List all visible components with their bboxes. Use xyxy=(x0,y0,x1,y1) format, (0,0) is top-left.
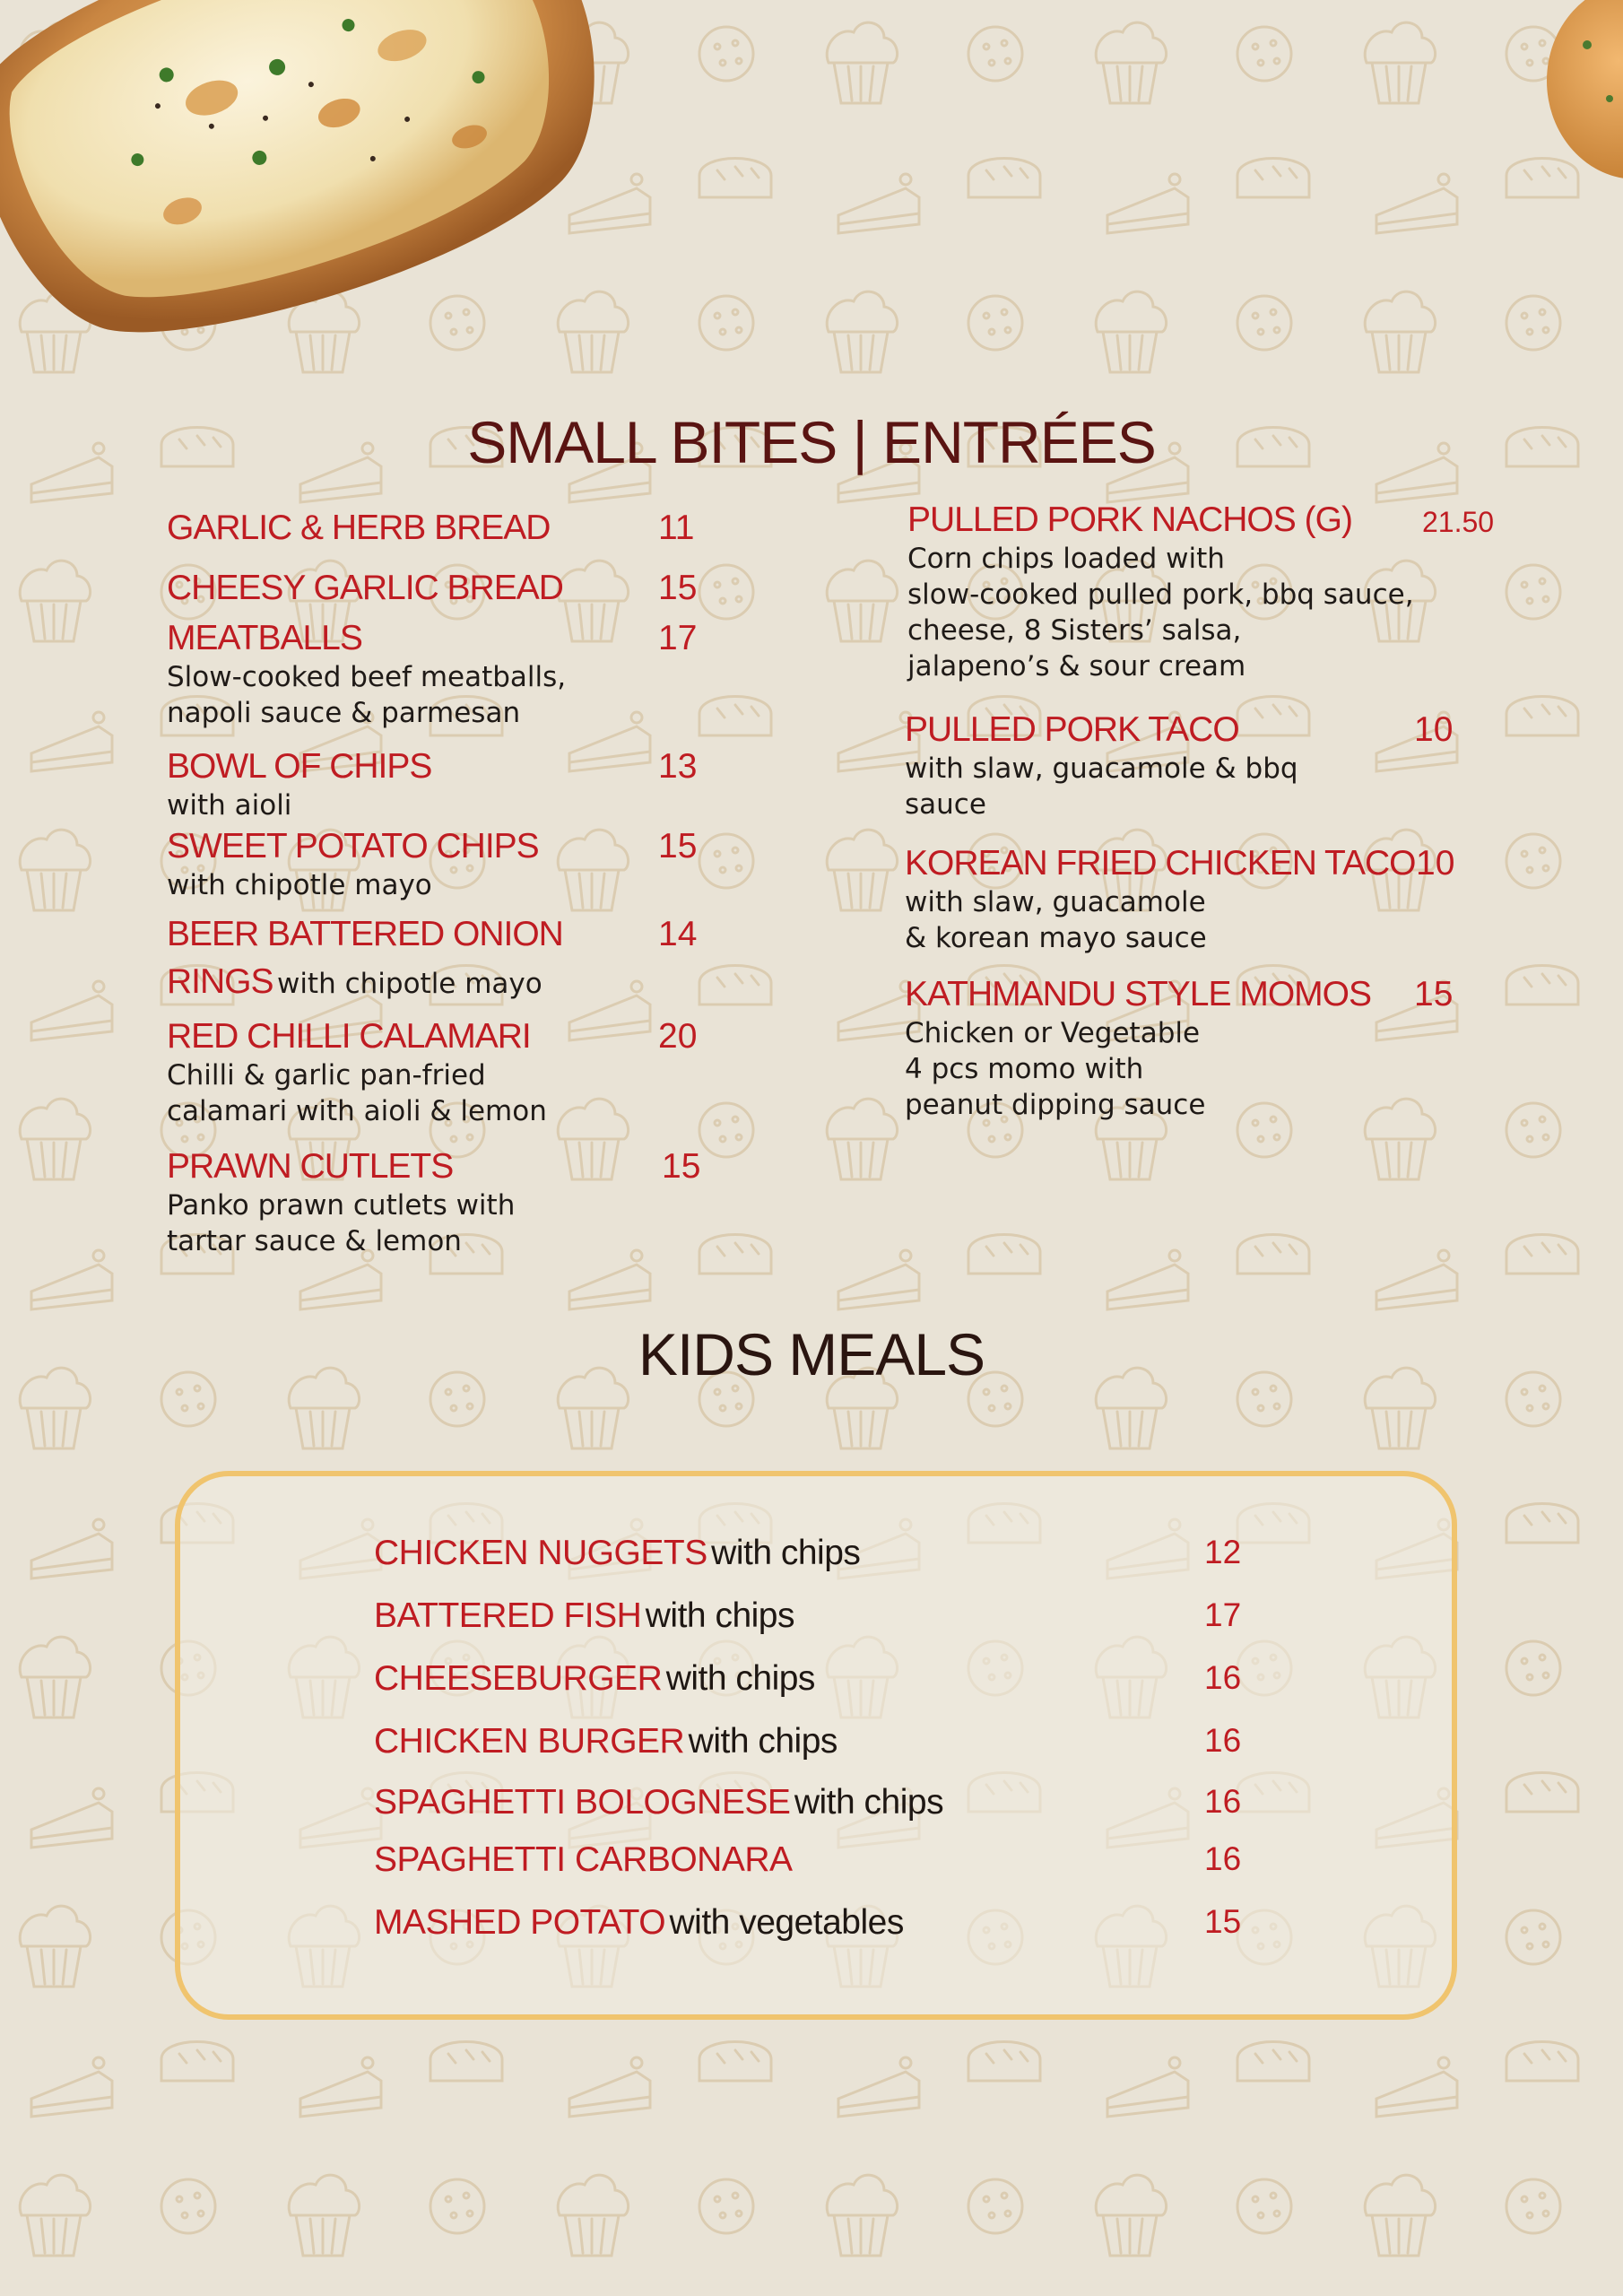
cheesy-garlic-bread-image xyxy=(0,0,646,386)
item-name: KOREAN FRIED CHICKEN TACO xyxy=(905,844,1416,883)
item-price: 15 xyxy=(1204,1903,1242,1940)
item-price: 20 xyxy=(658,1017,698,1056)
item-description: with slaw, guacamole & bbq xyxy=(905,752,1298,785)
item-name: MASHED POTATO xyxy=(374,1903,666,1942)
menu-item xyxy=(167,915,698,1003)
item-price: 21.50 xyxy=(1422,506,1495,538)
menu-item xyxy=(905,710,1454,822)
item-name: BEER BATTERED ONION xyxy=(167,915,563,953)
item-name: GARLIC & HERB BREAD xyxy=(167,509,551,547)
item-price: 17 xyxy=(1204,1596,1242,1633)
item-name: CHICKEN NUGGETS xyxy=(374,1534,707,1572)
kids-meal-item xyxy=(374,1903,904,1943)
item-price: 15 xyxy=(658,569,698,607)
item-description: slow-cooked pulled pork, bbq sauce, xyxy=(907,578,1414,611)
kids-meal-item xyxy=(374,1596,794,1636)
item-description: calamari with aioli & lemon xyxy=(167,1094,547,1127)
item-description: tartar sauce & lemon xyxy=(167,1224,462,1257)
item-name: SWEET POTATO CHIPS xyxy=(167,827,539,865)
item-name-continuation xyxy=(167,962,563,1003)
menu-item xyxy=(167,509,695,549)
item-name: CHEESEBURGER xyxy=(374,1659,663,1698)
item-name: SPAGHETTI BOLOGNESE xyxy=(374,1783,791,1822)
item-description: sauce xyxy=(905,787,986,821)
kids-meal-item xyxy=(374,1722,838,1761)
item-description: with chipotle mayo xyxy=(167,868,432,901)
item-description: Panko prawn cutlets with xyxy=(167,1188,516,1222)
item-price: 16 xyxy=(1204,1840,1242,1877)
menu-item xyxy=(907,500,1495,684)
menu-item xyxy=(167,569,698,609)
item-name: RINGS xyxy=(167,961,273,1001)
item-description: 4 pcs momo with xyxy=(905,1052,1144,1085)
item-description: Chilli & garlic pan-fried xyxy=(167,1058,486,1091)
kids-meal-item xyxy=(374,1783,943,1822)
item-price: 14 xyxy=(658,915,698,953)
item-description: jalapeno’s & sour cream xyxy=(907,649,1246,683)
item-name: PULLED PORK NACHOS (G) xyxy=(907,500,1352,539)
item-price: 17 xyxy=(658,619,698,657)
item-price: 15 xyxy=(1414,975,1454,1013)
item-name: SPAGHETTI CARBONARA xyxy=(374,1840,793,1879)
item-price: 10 xyxy=(1414,710,1454,749)
item-description: with chips xyxy=(688,1722,838,1761)
item-description: peanut dipping sauce xyxy=(905,1088,1206,1121)
item-price: 15 xyxy=(662,1147,701,1186)
item-price: 13 xyxy=(658,747,698,786)
item-description: with chips xyxy=(794,1783,944,1822)
item-description: & korean mayo sauce xyxy=(905,921,1207,954)
item-price: 15 xyxy=(658,827,698,865)
item-description: with chips xyxy=(711,1534,861,1572)
kids-meal-item xyxy=(374,1659,815,1699)
item-description: with chips xyxy=(665,1659,815,1698)
item-name: RED CHILLI CALAMARI xyxy=(167,1017,531,1056)
item-name: CHEESY GARLIC BREAD xyxy=(167,569,563,607)
item-description: with slaw, guacamole xyxy=(905,885,1206,918)
kids-meal-item xyxy=(374,1534,860,1573)
item-name: MEATBALLS xyxy=(167,619,362,657)
item-price: 11 xyxy=(658,509,695,547)
item-description: with chipotle mayo xyxy=(276,967,542,1000)
menu-item xyxy=(167,1147,701,1259)
kids-meals-title: KIDS MEALS xyxy=(638,1321,985,1387)
menu-item xyxy=(167,1017,698,1129)
item-price: 16 xyxy=(1204,1659,1242,1696)
bread-roll-image xyxy=(1538,0,1623,197)
item-description: with chips xyxy=(645,1596,794,1635)
item-description: napoli sauce & parmesan xyxy=(167,696,521,729)
item-name: PULLED PORK TACO xyxy=(905,710,1239,749)
item-price: 10 xyxy=(1416,844,1455,883)
item-description: Corn chips loaded with xyxy=(907,542,1225,575)
item-name: PRAWN CUTLETS xyxy=(167,1147,454,1186)
menu-item xyxy=(905,844,1455,956)
menu-item xyxy=(167,827,698,903)
item-name: BATTERED FISH xyxy=(374,1596,642,1635)
item-description: with vegetables xyxy=(669,1903,904,1942)
item-price: 16 xyxy=(1204,1783,1242,1820)
item-price: 12 xyxy=(1204,1534,1242,1570)
item-name: CHICKEN BURGER xyxy=(374,1722,685,1761)
item-description: Slow-cooked beef meatballs, xyxy=(167,660,567,693)
item-description: with aioli xyxy=(167,788,292,822)
item-price: 16 xyxy=(1204,1722,1242,1759)
menu-item xyxy=(167,619,698,731)
kids-meal-item xyxy=(374,1840,793,1880)
menu-item xyxy=(905,975,1454,1123)
item-name: BOWL OF CHIPS xyxy=(167,747,432,786)
item-description: Chicken or Vegetable xyxy=(905,1016,1201,1049)
item-description: cheese, 8 Sisters’ salsa, xyxy=(907,613,1242,647)
small-bites-title: SMALL BITES | ENTRÉES xyxy=(467,409,1156,475)
menu-item xyxy=(167,747,698,823)
item-name: KATHMANDU STYLE MOMOS xyxy=(905,975,1371,1013)
